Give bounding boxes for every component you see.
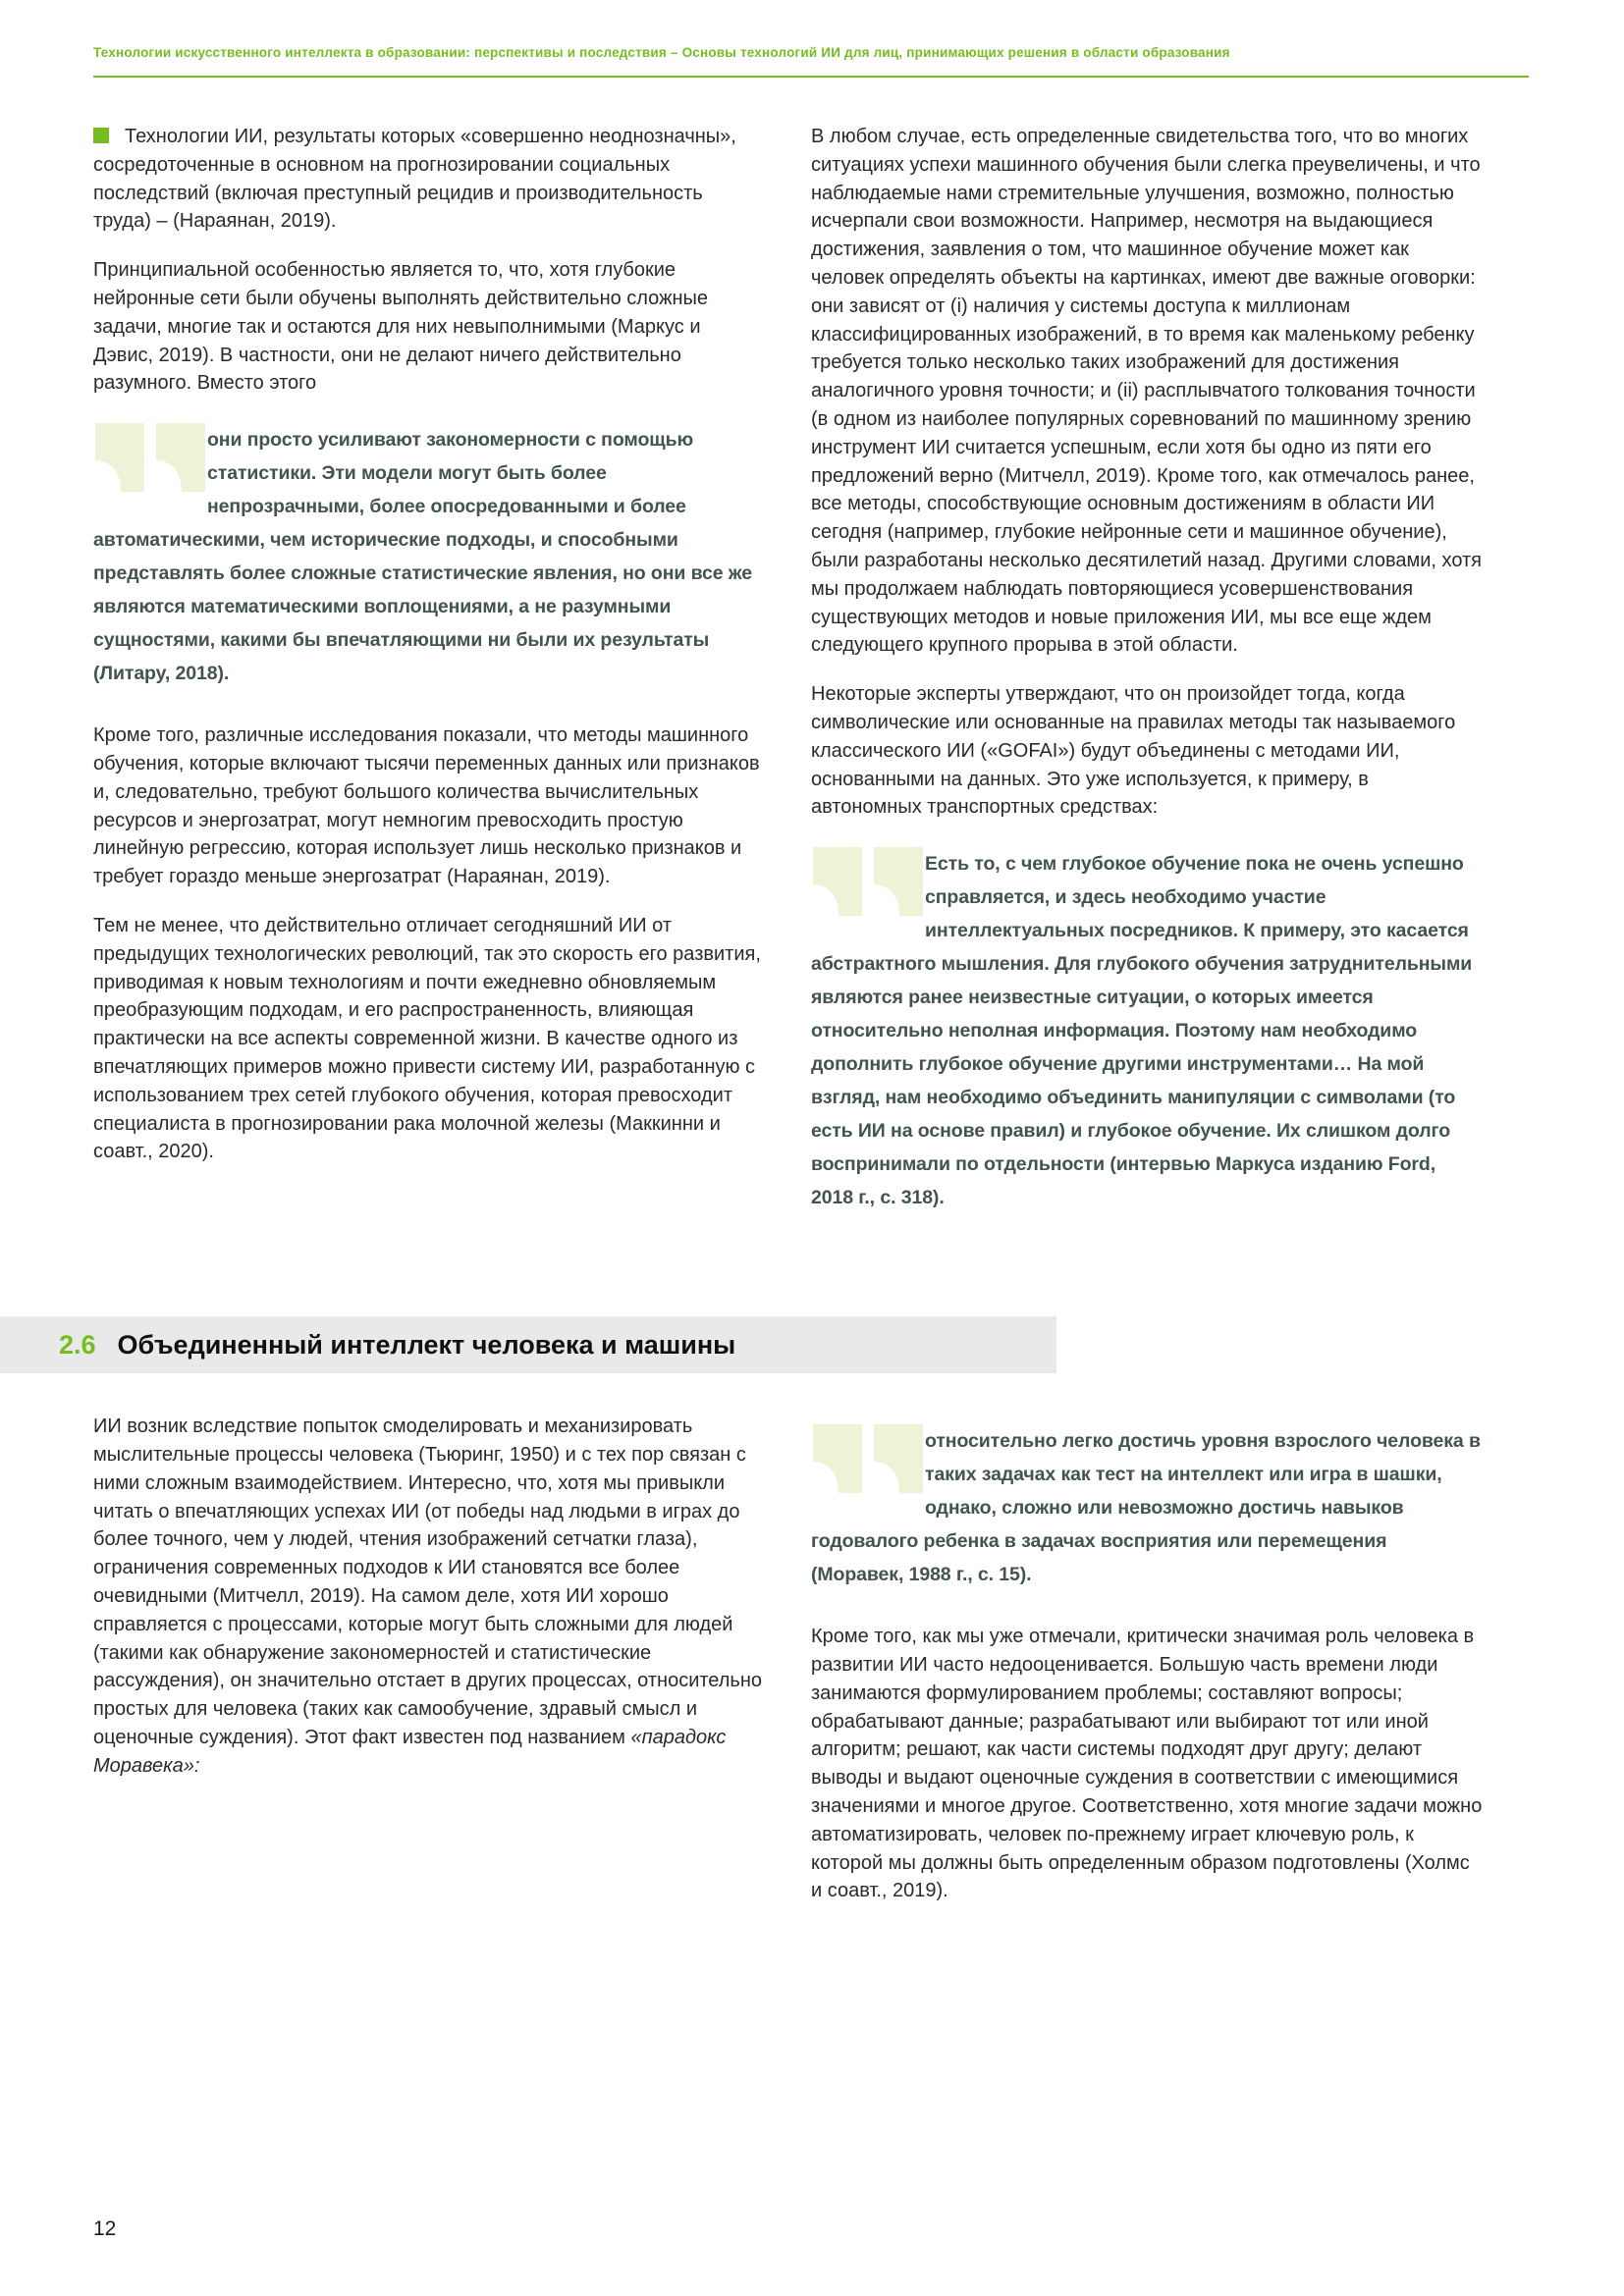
quote-mark-icon — [93, 423, 207, 521]
pull-quote-text: Есть то, с чем глубокое обучение пока не очень успешно справляется, и здесь необходимо участие интеллектуальных посредников. К примеру, это касается абстрактного мышления. Для глубокого обучения затруднительными являются ранее неизвестные ситуации, о которых имеется относительно неполная информация. Поэтому нам необходимо дополнить глубокое обучение другими инструментами… На мой взгляд, нам необходимо объединить манипуляции с символами (то есть ИИ на основе правил) и глубокое обучение. Их слишком долго воспринимали по отдельности (интервью Маркуса изданию Ford, 2018 г., с. 318). — [811, 853, 1473, 1209]
pull-quote-text: относительно легко достичь уровня взрослого человека в таких задачах как тест на интеллект или игра в шашки, однако, сложно или невозможно достичь навыков годовалого ребенка в задачах восприятия или перемещения (Моравек, 1988 г., с. 15). — [811, 1430, 1481, 1586]
pull-quote — [811, 1424, 1483, 1591]
upper-right-column — [811, 123, 1483, 1246]
header-rule — [93, 76, 1529, 78]
paragraph-italic-text: «парадокс Моравека»: — [93, 1726, 727, 1777]
bulleted-list-item-text: Технологии ИИ, результаты которых «совершенно неоднозначны», сосредоточенные в основном на прогнозировании социальных последствий (включая преступный рецидив и производительность труда) – (Нараянан, 2019). — [93, 126, 736, 233]
quote-mark-icon — [811, 847, 925, 945]
pull-quote — [811, 847, 1483, 1214]
page-header — [0, 0, 1624, 78]
paragraph: В любом случае, есть определенные свидетельства того, что во многих ситуациях успехи машинного обучения были слегка преувеличены, и что наблюдаемые нами стремительные улучшения, возможно, полностью исчерпали свои возможности. Например, несмотря на выдающиеся достижения, заявления о том, что машинное обучение может как человек определять объекты на картинках, имеют две важные оговорки: они зависят от (i) наличия у системы доступа к миллионам классифицированных изображений, в то время как маленькому ребенку требуется только несколько таких изображений для достижения аналогичного уровня точности; и (ii) расплывчатого толкования точности (в одном из наиболее популярных соревнований по машинному зрению инструмент ИИ считается успешным, если хотя бы одно из пяти его предложений верно (Митчелл, 2019). Кроме того, как отмечалось ранее, все методы, способствующие основным достижениям в области ИИ сегодня (например, глубокие нейронные сети и машинное обучение), были разработаны несколько десятилетий назад. Другими словами, хотя мы продолжаем наблюдать повторяющиеся усовершенствования существующих методов и новые приложения ИИ, мы все еще ждем следующего крупного прорыва в этой области. — [811, 126, 1482, 657]
section-heading-bar — [0, 1316, 1056, 1373]
upper-two-column-section — [0, 123, 1624, 1246]
paragraph-text: ИИ возник вследствие попыток смоделировать и механизировать мыслительные процессы человека (Тьюринг, 1950) и с тех пор связан с ними сложным взаимодействием. Интересно, что, хотя мы привыкли читать о впечатляющих успехах ИИ (от победы над людьми в играх до более точного, чем у людей, чтения изображений сетчатки глаза), ограничения современных подходов к ИИ становятся все более очевидными (Митчелл, 2019). На самом деле, хотя ИИ хорошо справляется с процессами, которые могут быть сложными для людей (такими как обнаружение закономерностей и статистические рассуждения), он значительно отстает в других процессах, относительно простых для человека (таких как самообучение, здравый смысл и оценочные суждения). Этот факт известен под названием — [93, 1415, 763, 1748]
paragraph: Некоторые эксперты утверждают, что он произойдет тогда, когда символические или основанные на правилах методы так называемого классического ИИ («GOFAI») будут объединены с методами ИИ, основанными на данных. Это уже используется, к примеру, в автономных транспортных средствах: — [811, 683, 1456, 819]
page-number: 12 — [93, 2217, 117, 2240]
running-header-title: Технологии искусственного интеллекта в образовании: перспективы и последствия – Основы технологий ИИ для лиц, принимающих решения в области образования — [93, 45, 1230, 60]
pull-quote — [93, 423, 765, 690]
bulleted-list-item — [93, 123, 765, 236]
section-number: 2.6 — [59, 1329, 96, 1360]
lower-left-column — [93, 1413, 765, 1926]
paragraph: Кроме того, как мы уже отмечали, критически значимая роль человека в развитии ИИ часто недооценивается. Большую часть времени люди занимаются формулированием проблемы; составляют вопросы; обрабатывают данные; разрабатывают или выбирают тот или иной алгоритм; решают, как части системы подходят друг другу; делают выводы и выдают оценочные суждения в соответствии с имеющимися значениями и многое другое. Соответственно, хотя многие задачи можно автоматизировать, человек по-прежнему играет ключевую роль, к которой мы должны быть определенным образом подготовлены (Холмс и соавт., 2019). — [811, 1626, 1483, 1902]
upper-left-column — [93, 123, 765, 1246]
section-title: Объединенный интеллект человека и машины — [117, 1329, 736, 1360]
quote-mark-icon — [811, 1424, 925, 1522]
paragraph — [93, 1413, 765, 1780]
pull-quote-text: они просто усиливают закономерности с помощью статистики. Эти модели могут быть более непрозрачными, более опосредованными и более автоматическими, чем исторические подходы, и способными представлять более сложные статистические явления, но они все же являются математическими воплощениями, а не разумными сущностями, какими бы впечатляющими ни были их результаты (Литару, 2018). — [93, 429, 753, 685]
paragraph: Тем не менее, что действительно отличает сегодняшний ИИ от предыдущих технологических революций, так это скорость его развития, приводимая к новым технологиям и почти ежедневно обновляемым преобразующим подходам, и его распространенность, влияющая практически на все аспекты современной жизни. В качестве одного из впечатляющих примеров можно привести систему ИИ, разработанную с использованием трех сетей глубокого обучения, которая превосходит специалиста в прогнозировании рака молочной железы (Маккинни и соавт., 2020). — [93, 914, 761, 1163]
paragraph: Принципиальной особенностью является то, что, хотя глубокие нейронные сети были обучены выполнять действительно сложные задачи, многие так и остаются для них невыполнимыми (Маркус и Дэвис, 2019). В частности, они не делают ничего действительно разумного. Вместо этого — [93, 259, 709, 395]
list-bullet-square-icon — [93, 128, 109, 143]
paragraph: Кроме того, различные исследования показали, что методы машинного обучения, которые включают тысячи переменных данных или признаков и, следовательно, требуют большого количества вычислительных ресурсов и энергозатрат, могут немногим превосходить простую линейную регрессию, которая использует лишь несколько признаков и требует гораздо меньше энергозатрат (Нараянан, 2019). — [93, 724, 760, 888]
lower-two-column-section — [0, 1413, 1624, 1926]
lower-right-column — [811, 1413, 1483, 1926]
